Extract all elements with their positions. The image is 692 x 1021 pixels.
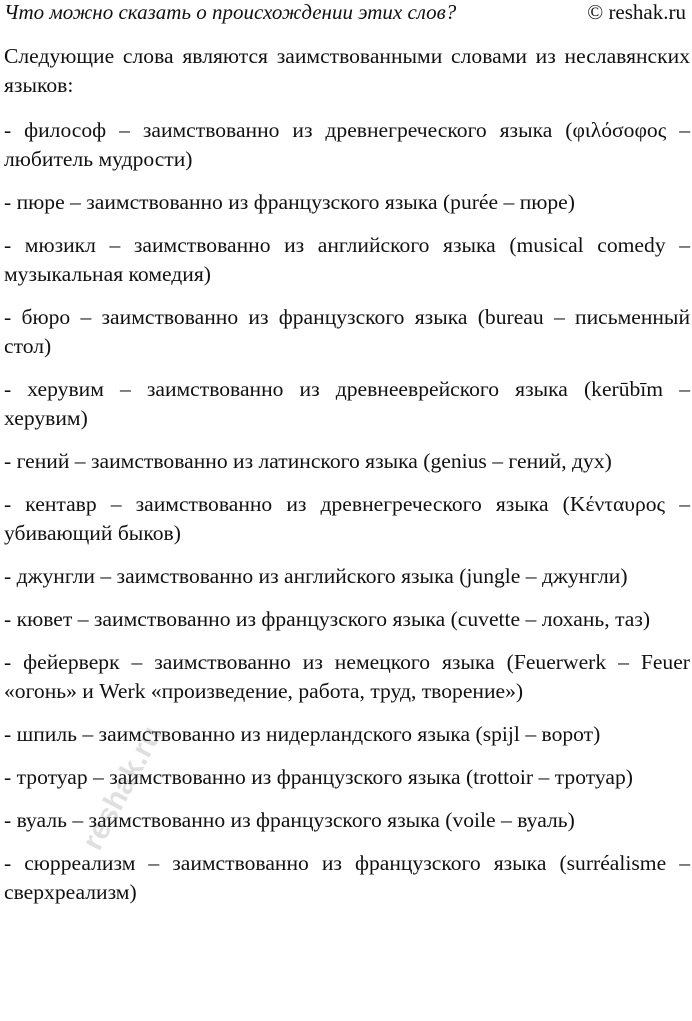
list-item: - тротуар – заимствованно из французского языка (trottoir – тротуар) bbox=[4, 765, 633, 789]
list-item: - шпиль – заимствованно из нидерландского языка (spijl – ворот) bbox=[4, 722, 601, 746]
list-item: - философ – заимствованно из древнегреческого языка (φιλόσοφος – любитель мудрости) bbox=[4, 118, 690, 171]
list-item: - гений – заимствованно из латинского языка (genius – гений, дух) bbox=[4, 449, 612, 473]
watermark-text: reshak.ru bbox=[76, 720, 169, 856]
question-title: Что можно сказать о происхождении этих слов? bbox=[4, 0, 457, 24]
list-item: - бюро – заимствованно из французского языка (bureau – письменный стол) bbox=[4, 305, 690, 358]
list-item: - сюрреализм – заимствованно из французского языка (surréalisme – сверхреализм) bbox=[4, 851, 690, 904]
list-item: - джунгли – заимствованно из английского языка (jungle – джунгли) bbox=[4, 564, 628, 588]
list-item: - херувим – заимствованно из древнееврейского языка (kerūbīm – херувим) bbox=[4, 377, 690, 430]
page-header bbox=[4, 0, 686, 28]
intro-paragraph: Следующие слова являются заимствованными словами из неславянских языков: bbox=[4, 44, 690, 97]
answer-body bbox=[4, 42, 690, 921]
list-item: - кентавр – заимствованно из древнегреческого языка (Κένταυρος – убивающий быков) bbox=[4, 492, 690, 545]
copyright-text: © reshak.ru bbox=[587, 0, 686, 24]
list-item: - вуаль – заимствованно из французского языка (voile – вуаль) bbox=[4, 808, 575, 832]
list-item: - мюзикл – заимствованно из английского языка (musical comedy – музыкальная комедия) bbox=[4, 233, 690, 286]
list-item: - кювет – заимствованно из французского языка (cuvette – лохань, таз) bbox=[4, 607, 651, 631]
list-item: - пюре – заимствованно из французского языка (purée – пюре) bbox=[4, 190, 575, 214]
list-item: - фейерверк – заимствованно из немецкого языка (Feuerwerk – Feuer «огонь» и Werk «произведение, работа, труд, творение») bbox=[4, 650, 690, 703]
